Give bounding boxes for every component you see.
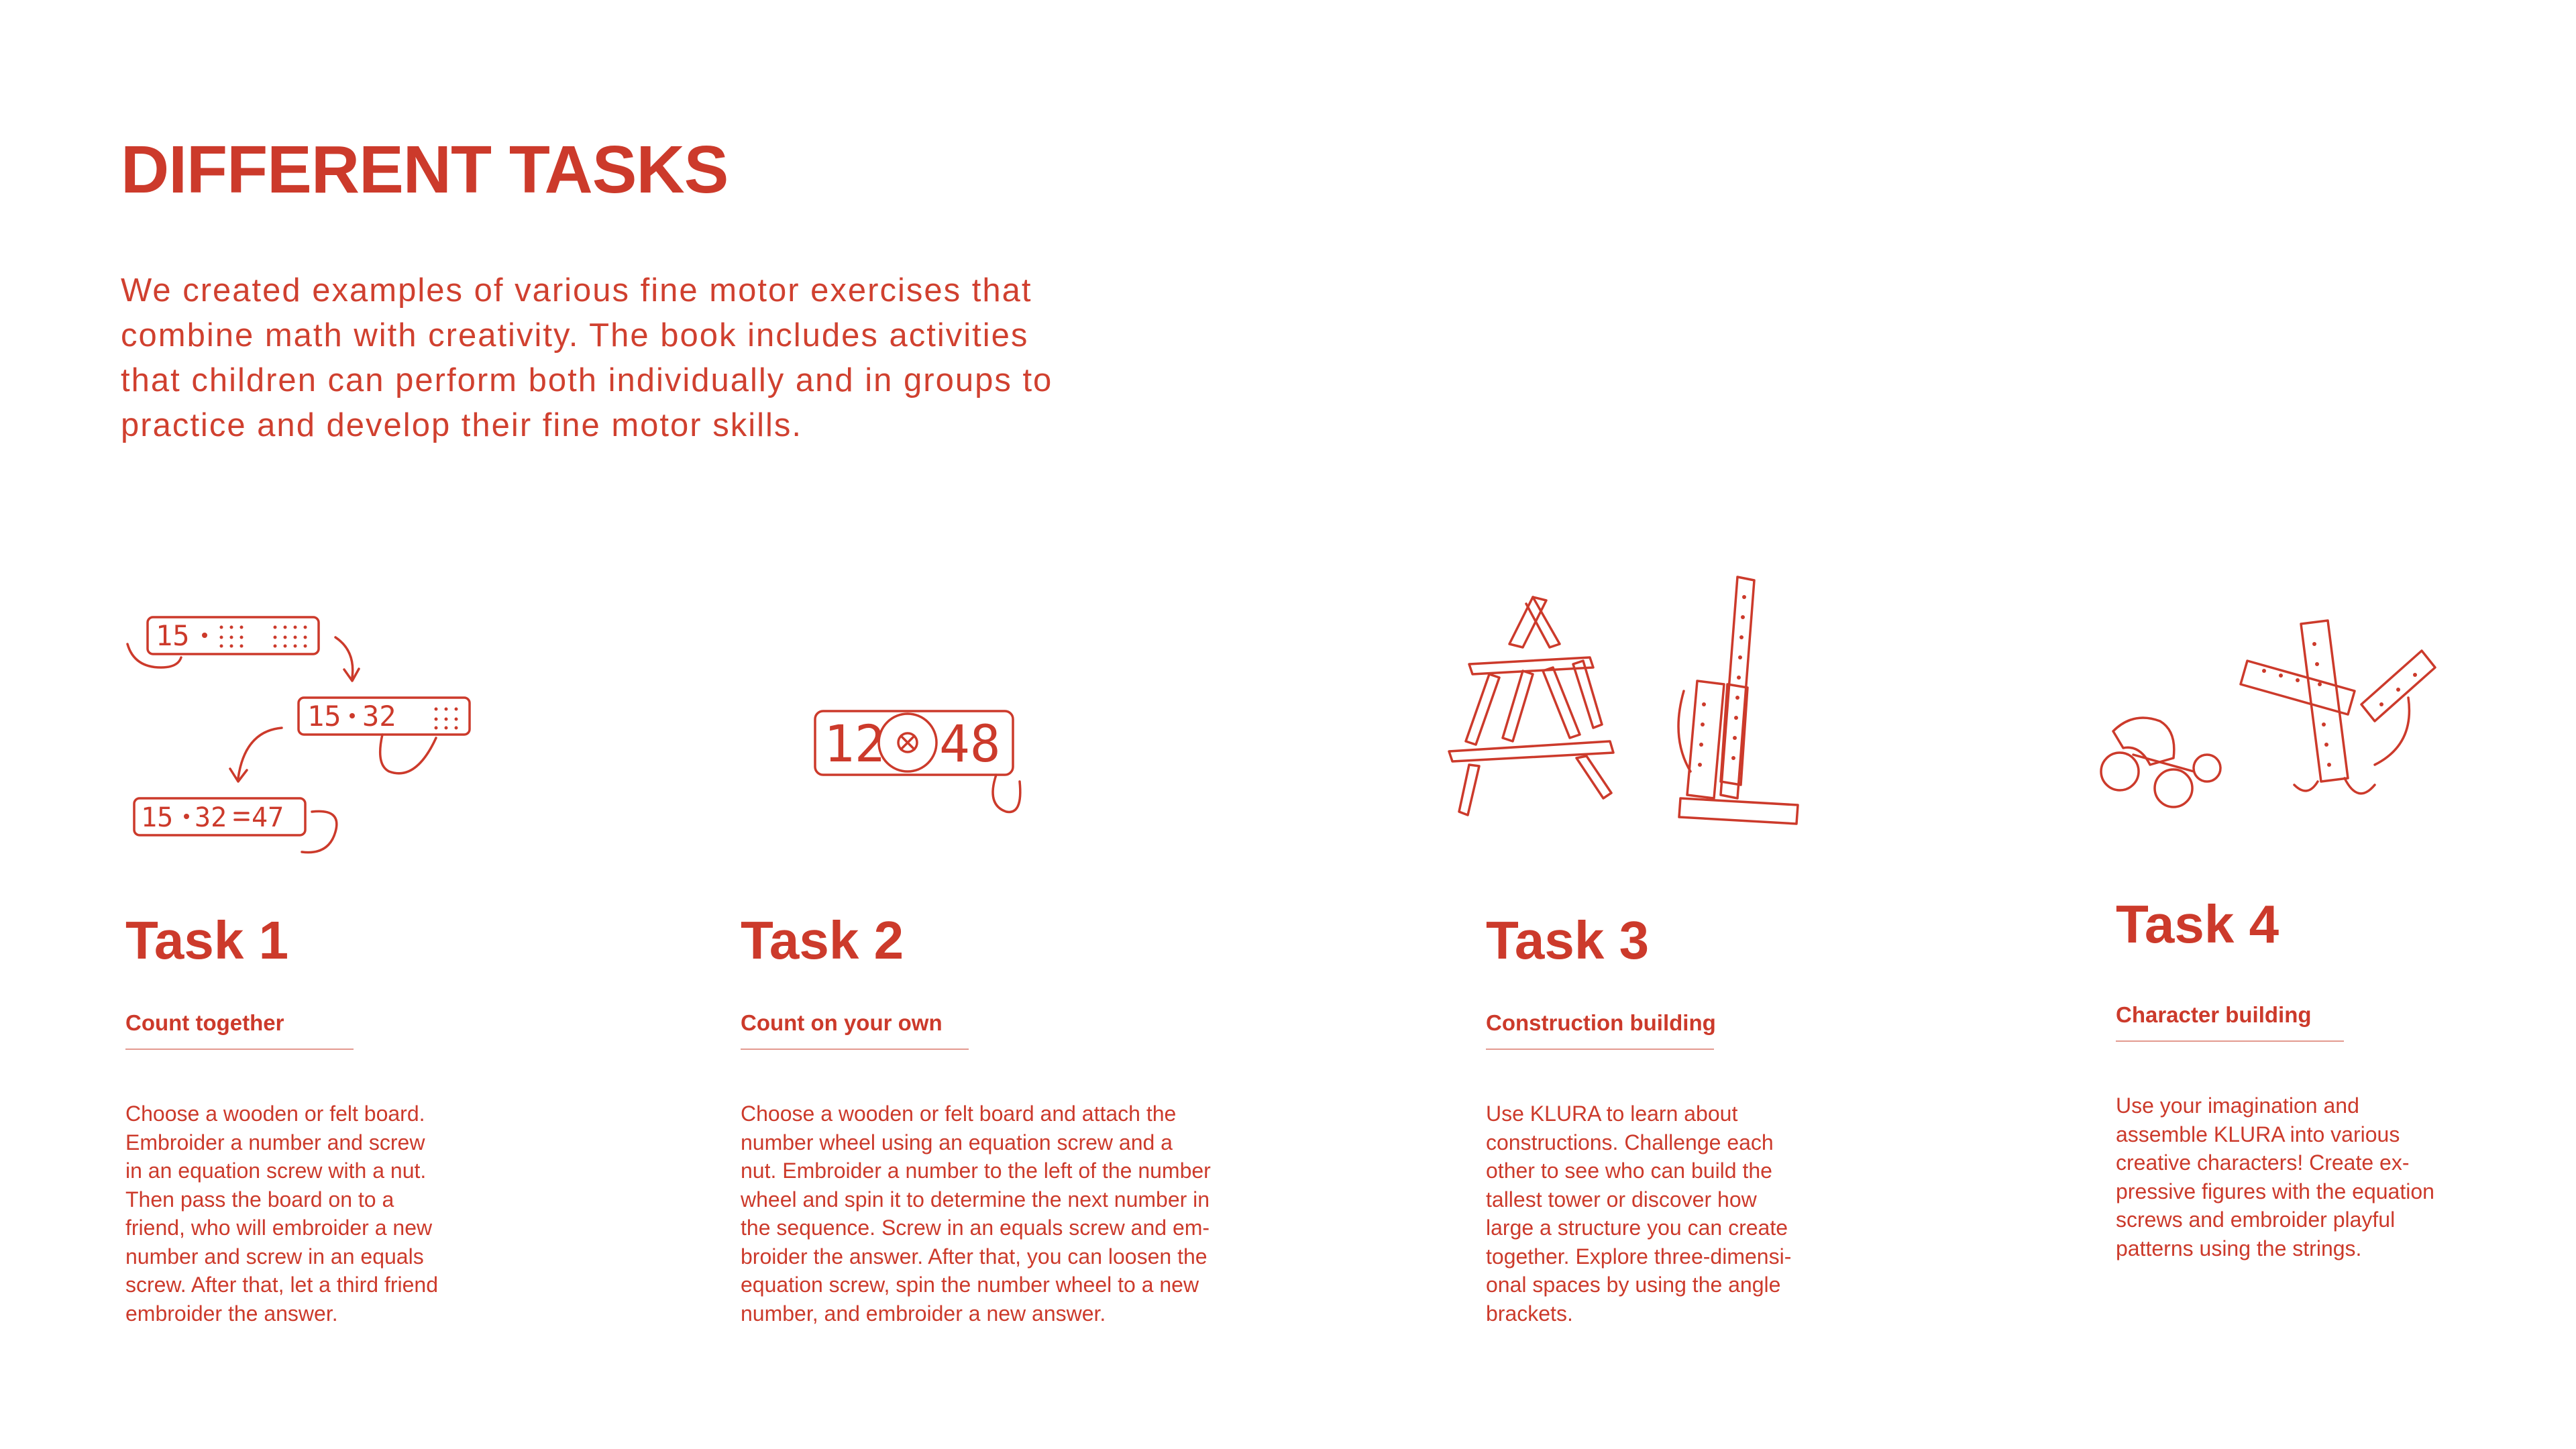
task-subtitle: Count together [125, 1010, 284, 1035]
task-title: Task 4 [2116, 894, 2279, 954]
board-3-number-a: 15 [141, 802, 174, 833]
board-2 [299, 698, 470, 773]
intro-paragraph [121, 268, 1127, 448]
tall-tower [1678, 577, 1798, 824]
board-3 [134, 798, 337, 853]
character-cross [2241, 621, 2435, 794]
intro-line: practice and develop their fine motor skills. [121, 407, 802, 443]
task-1 [125, 910, 676, 1328]
task-subtitle: Character building [2116, 1002, 2312, 1027]
wheel-right-number: 48 [939, 714, 1001, 773]
task-description: Use your imagination and assemble KLURA into various creative characters! Create ex- pressive figures with the equation screws and embroider playful patterns using the strings. [2116, 1093, 2434, 1260]
arrow-2 [238, 728, 282, 778]
task-title: Task 2 [741, 910, 904, 970]
board-3-number-b: 32 [195, 802, 227, 833]
arrow-1 [335, 637, 353, 678]
divider [2116, 1040, 2344, 1042]
character-figures-illustration [2093, 610, 2455, 852]
wheel-left-number: 12 [824, 714, 885, 773]
tower-construction-illustration [1442, 570, 1805, 852]
divider [741, 1049, 969, 1050]
task-subtitle: Count on your own [741, 1010, 943, 1035]
page-title: DIFFERENT TASKS [121, 132, 729, 207]
task-description: Use KLURA to learn about constructions. Challenge each other to see who can build the tallest tower or discover how large a structure you can create together. Explore three-dimensi- onal spaces by using the angle brackets. [1486, 1102, 1792, 1326]
task-subtitle: Construction building [1486, 1010, 1716, 1035]
board-2-number-a: 15 [307, 700, 341, 733]
task-3 [1486, 910, 2036, 1328]
task-2 [741, 910, 1291, 1328]
number-wheel-board-illustration [805, 698, 1033, 818]
board-1-number: 15 [156, 619, 190, 652]
card-house [1449, 597, 1613, 815]
board-2-number-b: 32 [362, 700, 396, 733]
divider [125, 1049, 354, 1050]
character-crawler [2101, 718, 2220, 807]
intro-line: combine math with creativity. The book includes activities [121, 317, 1029, 354]
task-description: Choose a wooden or felt board. Embroider a number and screw in an equation screw with a nut. Then pass the board on to a friend, who will embroider a new number and screw in an equals screw. After that, let a third friend embroider the answer. [125, 1102, 438, 1326]
intro-line: that children can perform both individually and in groups to [121, 362, 1053, 398]
intro-line: We created examples of various fine motor exercises that [121, 272, 1032, 309]
board-3-number-c: 47 [252, 802, 284, 833]
divider [1486, 1049, 1714, 1050]
chained-boards-illustration [121, 604, 496, 872]
task-title: Task 1 [125, 910, 289, 970]
task-title: Task 3 [1486, 910, 1650, 970]
task-description: Choose a wooden or felt board and attach the number wheel using an equation screw and a nut. Embroider a number to the left of the number wheel and spin it to determine the next number in the sequence. Screw in an equals screw and em- broider the answer. After that, you can loosen the equation screw, spin the number wheel to a new number, and embroider a new answer. [741, 1102, 1211, 1326]
task-4 [2116, 894, 2576, 1263]
board-1 [127, 617, 319, 667]
